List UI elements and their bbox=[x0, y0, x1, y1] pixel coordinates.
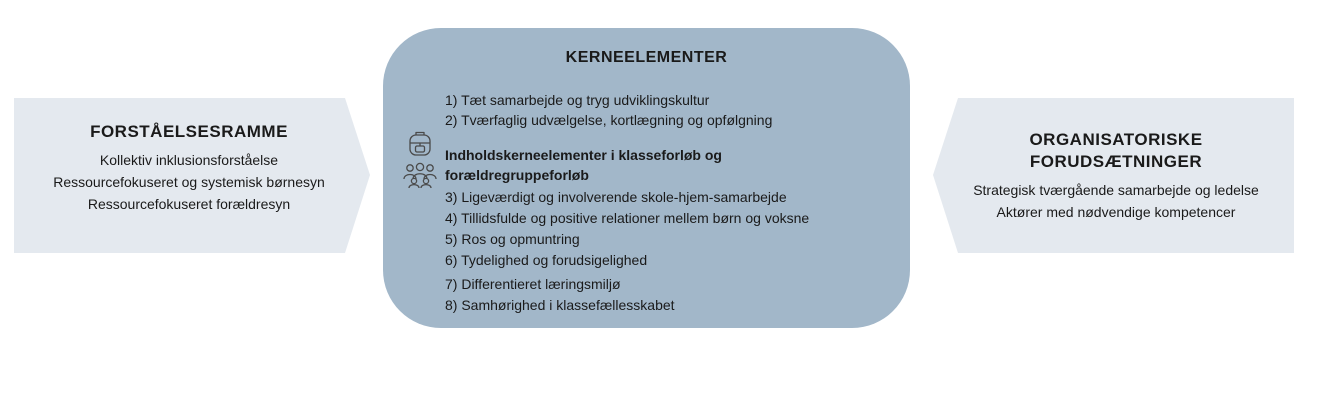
left-panel-line: Ressourcefokuseret og systemisk børnesyn bbox=[53, 174, 325, 190]
core-element-item: 8) Samhørighed i klassefællesskabet bbox=[445, 297, 675, 313]
forstaaelsesramme-panel bbox=[14, 121, 364, 215]
core-element-item: 1) Tæt samarbejde og tryg udviklingskultur bbox=[445, 92, 710, 108]
backpack-icon bbox=[407, 130, 433, 158]
core-element-item: 5) Ros og opmuntring bbox=[445, 231, 580, 247]
core-element-item: 4) Tillidsfulde og positive relationer mellem børn og voksne bbox=[445, 210, 810, 226]
content-core-elements-heading: Indholdskerneelementer i klasseforløb og forældregruppeforløb bbox=[445, 147, 722, 183]
core-element-item: 6) Tydelighed og forudsigelighed bbox=[445, 252, 648, 268]
core-element-item: 7) Differentieret læringsmiljø bbox=[445, 276, 621, 292]
core-element-item: 3) Ligeværdigt og involverende skole-hjem-samarbejde bbox=[445, 189, 787, 205]
right-panel-title: FORUDSÆTNINGER bbox=[1029, 152, 1203, 171]
core-element-item: 2) Tværfaglig udvælgelse, kortlægning og opfølgning bbox=[445, 112, 773, 128]
left-panel-title: FORSTÅELSESRAMME bbox=[90, 122, 288, 141]
left-panel-line: Kollektiv inklusionsforståelse bbox=[99, 152, 279, 168]
right-panel-title: ORGANISATORISKE bbox=[1029, 130, 1203, 149]
right-panel-line: Aktører med nødvendige kompetencer bbox=[996, 204, 1236, 220]
center-panel-title: KERNEELEMENTER bbox=[565, 49, 728, 66]
left-panel-line: Ressourcefokuseret forældresyn bbox=[87, 196, 291, 212]
right-panel-line: Strategisk tværgående samarbejde og ledelse bbox=[973, 182, 1259, 198]
people-group-icon bbox=[402, 162, 438, 188]
organisatoriske-forudsaetninger-panel bbox=[938, 129, 1294, 223]
